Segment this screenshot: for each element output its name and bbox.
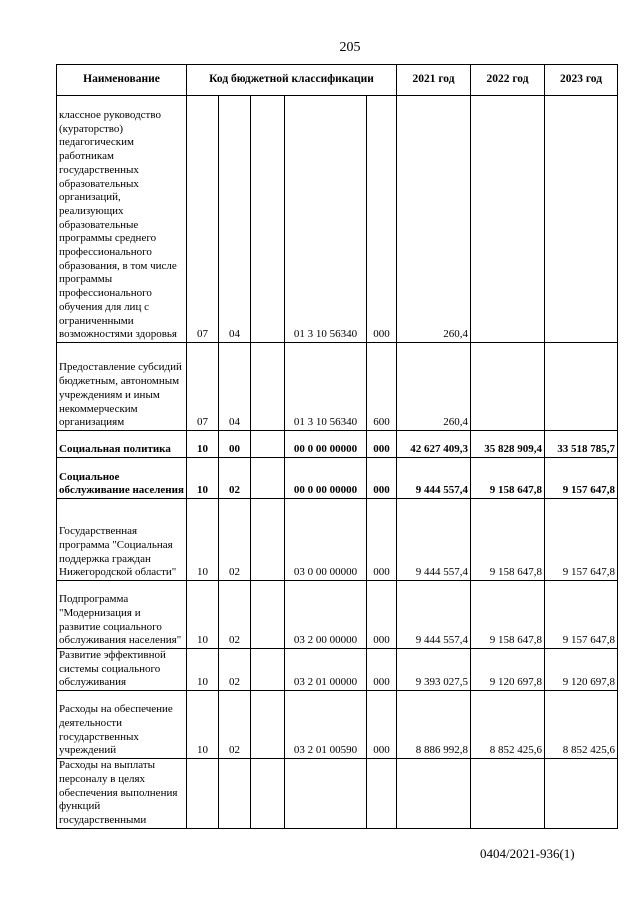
subsection-code [219,759,251,829]
expense-type-code: 000 [367,458,397,499]
table-header-row [57,65,618,96]
empty-cell [251,499,285,581]
amount-2023: 9 120 697,8 [545,649,618,691]
amount-2021: 260,4 [397,96,471,343]
row-name: Социальная политика [57,431,187,458]
target-article-code: 00 0 00 00000 [285,431,367,458]
document-code: 0404/2021-936(1) [480,846,575,861]
amount-2021 [397,759,471,829]
target-article-code: 03 2 01 00000 [285,649,367,691]
expense-type-code: 000 [367,691,397,759]
amount-2022 [471,343,545,431]
empty-cell [251,431,285,458]
target-article-code [285,759,367,829]
row-name: Развитие эффективной системы социального обслуживания [57,649,187,691]
amount-2023: 9 157 647,8 [545,458,618,499]
target-article-code: 01 3 10 56340 [285,343,367,431]
empty-cell [251,649,285,691]
table-row [57,343,618,431]
table-row [57,649,618,691]
amount-2023: 8 852 425,6 [545,691,618,759]
target-article-code: 00 0 00 00000 [285,458,367,499]
row-name: Подпрограмма "Модернизация и развитие социального обслуживания населения" [57,581,187,649]
row-name: Государственная программа "Социальная поддержка граждан Нижегородской области" [57,499,187,581]
amount-2022: 9 158 647,8 [471,581,545,649]
target-article-code: 03 2 00 00000 [285,581,367,649]
table-row [57,499,618,581]
table-row [57,691,618,759]
row-name: Предоставление субсидий бюджетным, автономным учреждениям и иным некоммерческим организациям [57,343,187,431]
expense-type-code: 000 [367,431,397,458]
subsection-code: 04 [219,96,251,343]
amount-2022: 9 158 647,8 [471,499,545,581]
budget-table [56,64,618,829]
section-code: 07 [187,96,219,343]
table-row [57,96,618,343]
amount-2022 [471,96,545,343]
subsection-code: 02 [219,691,251,759]
amount-2021: 8 886 992,8 [397,691,471,759]
table-row [57,759,618,829]
amount-2023: 9 157 647,8 [545,581,618,649]
empty-cell [251,96,285,343]
amount-2022: 35 828 909,4 [471,431,545,458]
amount-2021: 260,4 [397,343,471,431]
section-code [187,759,219,829]
row-name: Расходы на обеспечение деятельности государственных учреждений [57,691,187,759]
expense-type-code: 000 [367,96,397,343]
section-code: 10 [187,649,219,691]
amount-2022: 8 852 425,6 [471,691,545,759]
empty-cell [251,343,285,431]
amount-2023 [545,759,618,829]
amount-2023 [545,343,618,431]
subsection-code: 02 [219,649,251,691]
amount-2021: 9 444 557,4 [397,581,471,649]
amount-2023: 33 518 785,7 [545,431,618,458]
amount-2021: 42 627 409,3 [397,431,471,458]
header-name: Наименование [57,65,187,96]
target-article-code: 01 3 10 56340 [285,96,367,343]
table-row [57,581,618,649]
header-2022: 2022 год [471,65,545,96]
amount-2021: 9 393 027,5 [397,649,471,691]
target-article-code: 03 0 00 00000 [285,499,367,581]
row-name: классное руководство (кураторство) педагогическим работникам государственных образовательных организаций, реализующих образовательные программы среднего профессионального образования, в том числе программы профессионального обучения для лиц с ограниченными возможностями здоровья [57,96,187,343]
subsection-code: 04 [219,343,251,431]
target-article-code: 03 2 01 00590 [285,691,367,759]
expense-type-code: 600 [367,343,397,431]
expense-type-code: 000 [367,649,397,691]
section-code: 10 [187,458,219,499]
empty-cell [251,691,285,759]
section-code: 10 [187,431,219,458]
section-code: 10 [187,499,219,581]
amount-2021: 9 444 557,4 [397,499,471,581]
header-2021: 2021 год [397,65,471,96]
expense-type-code: 000 [367,581,397,649]
expense-type-code: 000 [367,499,397,581]
amount-2022 [471,759,545,829]
section-code: 10 [187,581,219,649]
section-code: 10 [187,691,219,759]
subsection-code: 02 [219,458,251,499]
row-name: Социальное обслуживание населения [57,458,187,499]
amount-2023 [545,96,618,343]
subsection-code: 02 [219,581,251,649]
empty-cell [251,458,285,499]
row-name: Расходы на выплаты персоналу в целях обеспечения выполнения функций государственными [57,759,187,829]
header-classification: Код бюджетной классификации [187,65,397,96]
amount-2022: 9 120 697,8 [471,649,545,691]
empty-cell [251,581,285,649]
section-code: 07 [187,343,219,431]
expense-type-code [367,759,397,829]
table-body [57,96,618,829]
subsection-code: 02 [219,499,251,581]
empty-cell [251,759,285,829]
amount-2021: 9 444 557,4 [397,458,471,499]
page-number: 205 [339,40,361,55]
amount-2022: 9 158 647,8 [471,458,545,499]
table-row [57,431,618,458]
header-2023: 2023 год [545,65,618,96]
amount-2023: 9 157 647,8 [545,499,618,581]
table-row [57,458,618,499]
subsection-code: 00 [219,431,251,458]
